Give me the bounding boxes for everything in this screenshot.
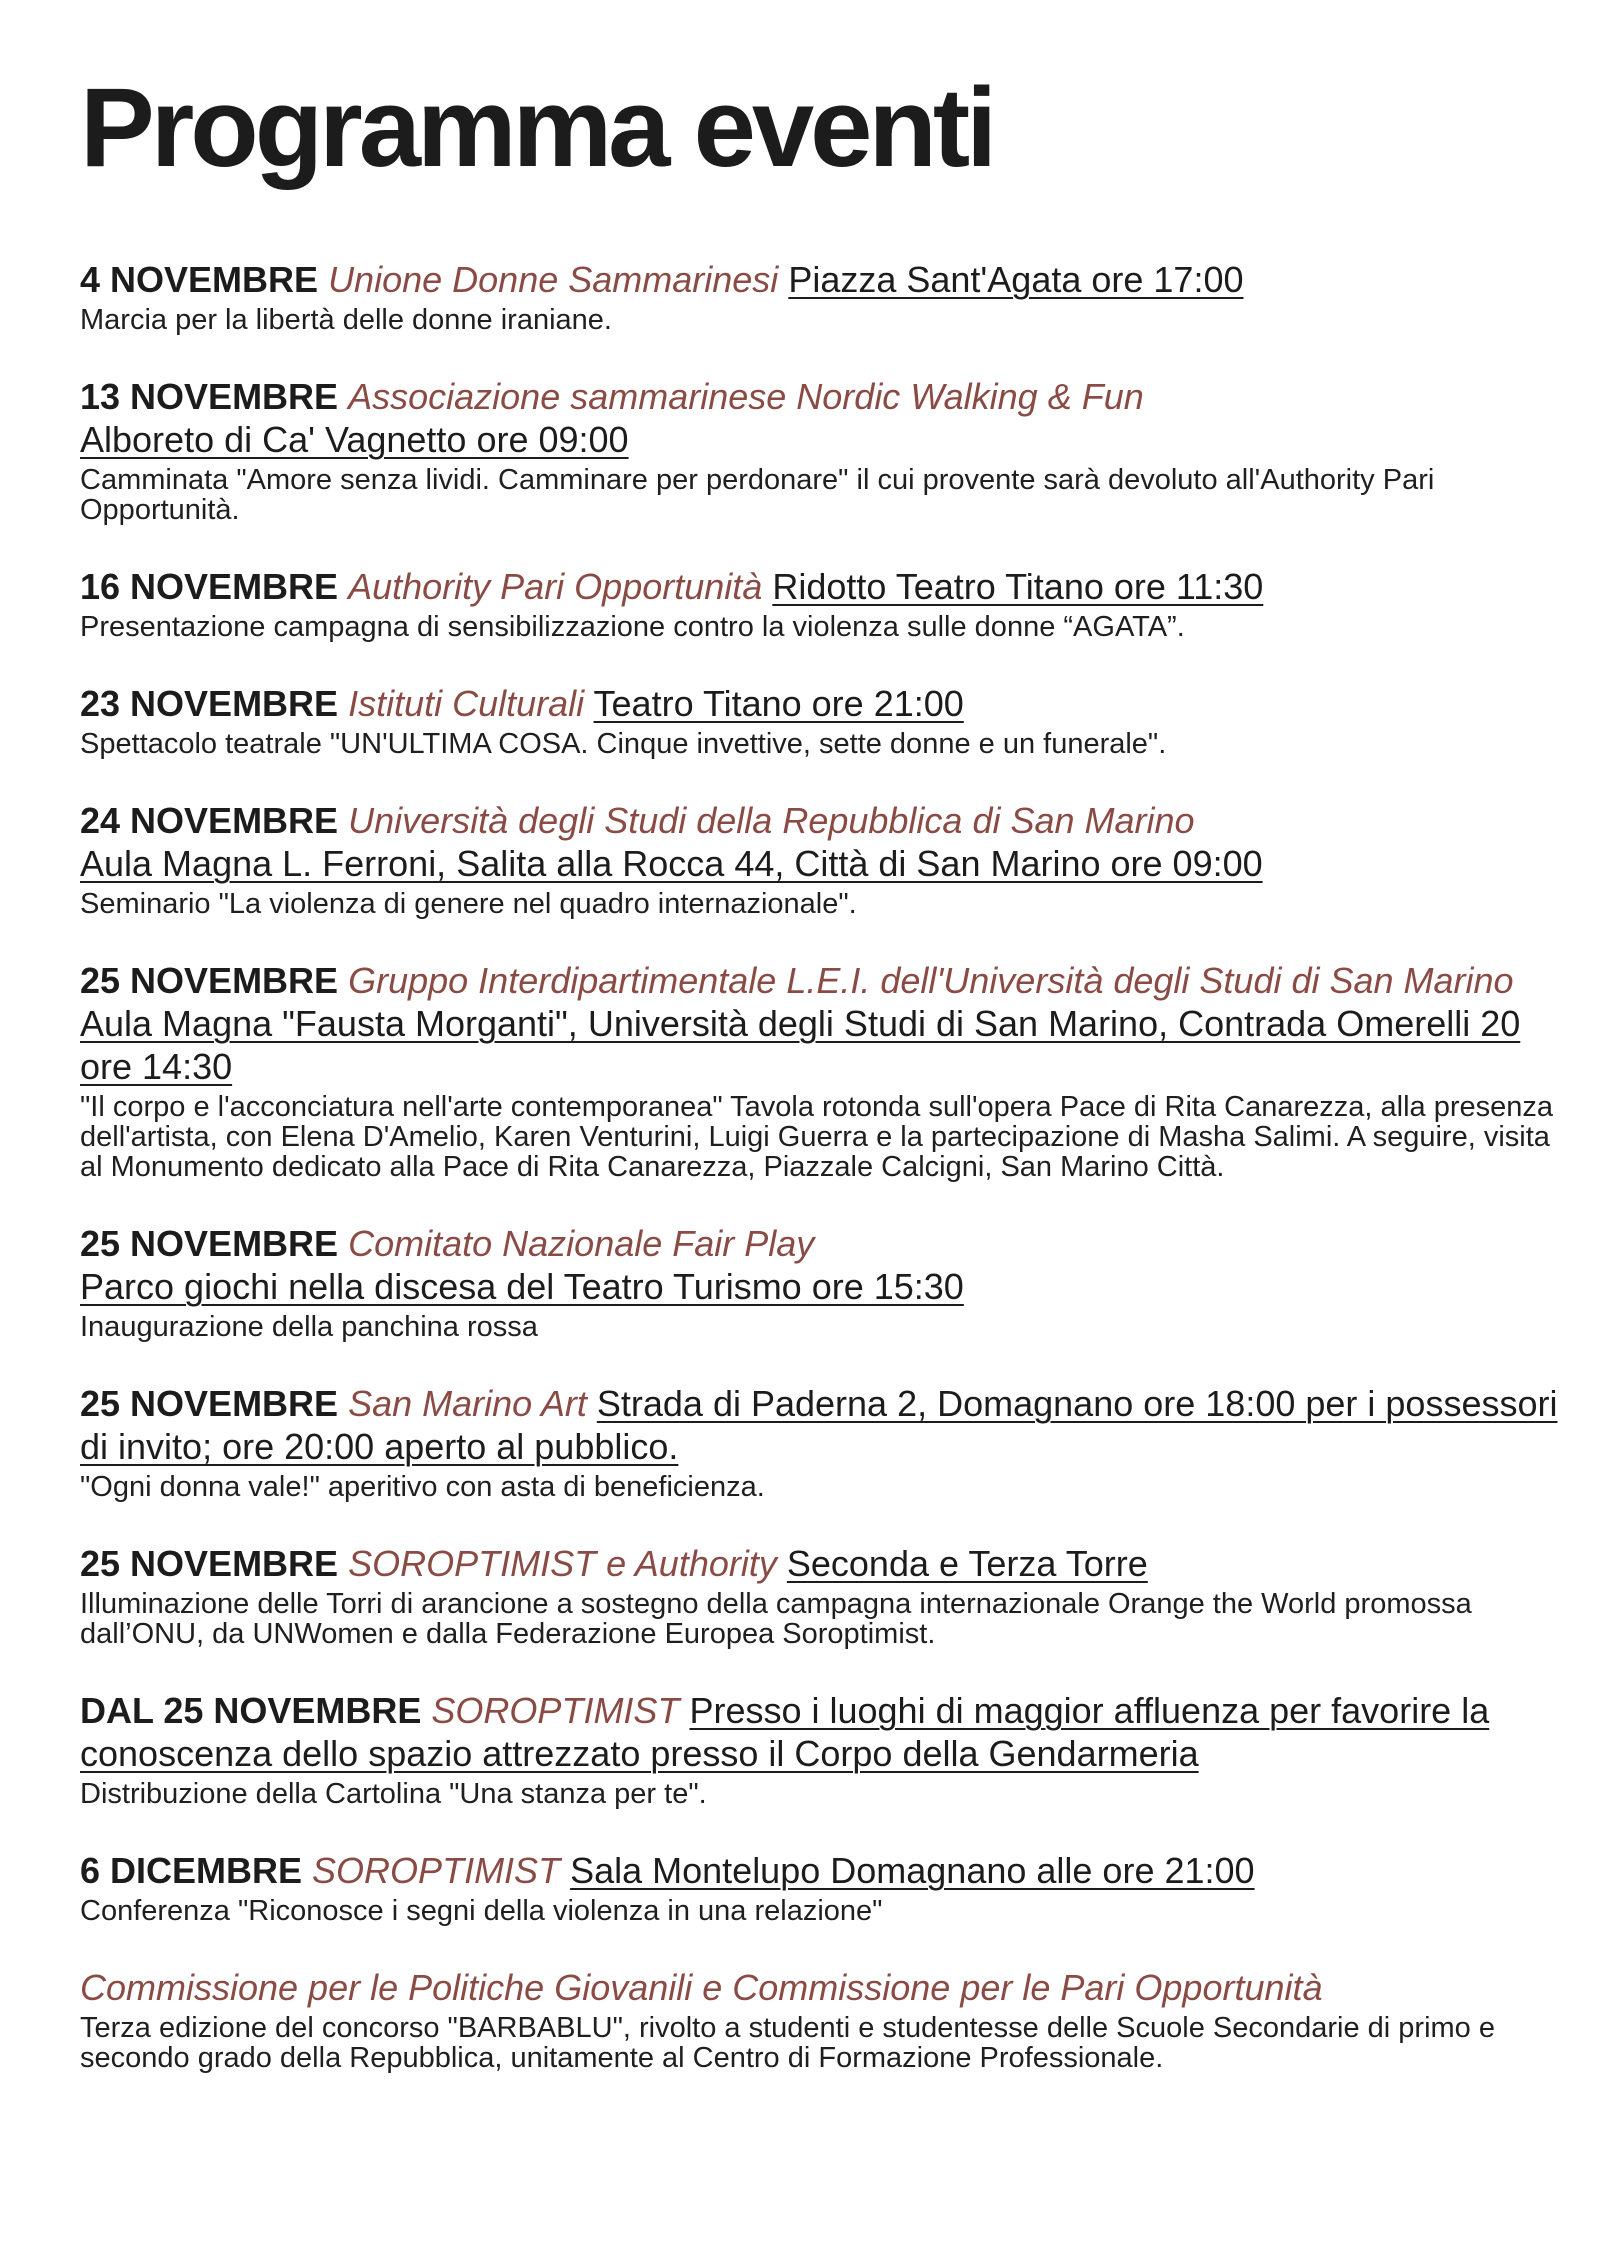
event-location: Strada di Paderna 2, Domagnano ore 18:00 per i possessori di invito; ore 20:00 aperto al pubblico. [80,1383,1558,1467]
event-header [80,1222,1560,1308]
event-item [80,375,1560,525]
event-header [80,682,1560,725]
event-item [80,799,1560,919]
event-description: Illuminazione delle Torri di arancione a sostegno della campagna internazionale Orange the World promossa dall’ONU, da UNWomen e dalla Federazione Europea Soroptimist. [80,1588,1472,1650]
event-organizer: SOROPTIMIST [312,1850,561,1891]
event-date: 16 NOVEMBRE [80,566,339,607]
event-date: DAL 25 NOVEMBRE [80,1690,422,1731]
event-location: Presso i luoghi di maggior affluenza per favorire la conoscenza dello spazio attrezzato presso il Corpo della Gendarmeria [80,1690,1490,1774]
event-description: Conferenza "Riconosce i segni della violenza in una relazione" [80,1895,883,1927]
event-item [80,682,1560,759]
event-organizer: Istituti Culturali [348,683,585,724]
event-header [80,375,1560,461]
event-item [80,1222,1560,1342]
event-date: 23 NOVEMBRE [80,683,339,724]
event-location: Piazza Sant'Agata ore 17:00 [788,259,1244,300]
event-location: Sala Montelupo Domagnano alle ore 21:00 [570,1850,1255,1891]
event-header [80,799,1560,885]
document-page [80,65,1560,2113]
event-location: Seconda e Terza Torre [786,1543,1148,1584]
event-location: Parco giochi nella discesa del Teatro Turismo ore 15:30 [80,1266,964,1307]
closing-organizer: Commissione per le Politiche Giovanili e Commissione per le Pari Opportunità [80,1967,1323,2008]
event-organizer: Comitato Nazionale Fair Play [348,1223,815,1264]
event-description: "Ogni donna vale!" aperitivo con asta di beneficienza. [80,1471,765,1503]
event-header [80,1689,1560,1775]
event-date: 24 NOVEMBRE [80,800,339,841]
event-description: Seminario "La violenza di genere nel quadro internazionale". [80,888,857,920]
event-header [80,1849,1560,1892]
event-item [80,959,1560,1182]
event-date: 25 NOVEMBRE [80,1383,339,1424]
event-organizer: Associazione sammarinese Nordic Walking & Fun [348,376,1144,417]
event-description: Inaugurazione della panchina rossa [80,1311,538,1343]
event-location: Aula Magna "Fausta Morganti", Università degli Studi di San Marino, Contrada Omerelli 20 ore 14:30 [80,1003,1521,1087]
event-organizer: Authority Pari Opportunità [348,566,763,607]
event-description: Distribuzione della Cartolina "Una stanza per te". [80,1778,707,1810]
event-date: 25 NOVEMBRE [80,1223,339,1264]
event-description: Camminata "Amore senza lividi. Camminare per perdonare" il cui provente sarà devoluto all'Authority Pari Opportunità. [80,464,1435,526]
event-location: Teatro Titano ore 21:00 [593,683,964,724]
event-item [80,1849,1560,1926]
event-organizer: SOROPTIMIST [431,1690,680,1731]
event-item [80,1542,1560,1649]
event-item [80,565,1560,642]
event-date: 13 NOVEMBRE [80,376,339,417]
event-date: 6 DICEMBRE [80,1850,303,1891]
event-organizer: Università degli Studi della Repubblica di San Marino [348,800,1195,841]
event-header [80,959,1560,1088]
event-location: Alboreto di Ca' Vagnetto ore 09:00 [80,419,629,460]
event-item [80,1689,1560,1809]
event-header [80,1382,1560,1468]
closing-header [80,1966,1560,2009]
event-description: Marcia per la libertà delle donne iraniane. [80,304,612,336]
event-date: 25 NOVEMBRE [80,960,339,1001]
event-description: Spettacolo teatrale "UN'ULTIMA COSA. Cinque invettive, sette donne e un funerale". [80,728,1167,760]
event-item [80,258,1560,335]
closing-description: Terza edizione del concorso "BARBABLU", rivolto a studenti e studentesse delle Scuole Secondarie di primo e secondo grado della Repubblica, unitamente al Centro di Formazione Professionale. [80,2012,1495,2074]
event-organizer: SOROPTIMIST e Authority [348,1543,777,1584]
event-description: "Il corpo e l'acconciatura nell'arte contemporanea" Tavola rotonda sull'opera Pace di Rita Canarezza, alla presenza dell'artista, con Elena D'Amelio, Karen Venturini, Luigi Guerra e la partecipazione di Masha Salimi. A seguire, visita al Monumento dedicato alla Pace di Rita Canarezza, Piazzale Calcigni, San Marino Città. [80,1091,1554,1183]
event-header [80,565,1560,608]
page-title: Programma eventi [80,65,994,190]
event-description: Presentazione campagna di sensibilizzazione contro la violenza sulle donne “AGATA”. [80,611,1185,643]
event-date: 4 NOVEMBRE [80,259,319,300]
event-header [80,258,1560,301]
event-item [80,1382,1560,1502]
event-organizer: Unione Donne Sammarinesi [328,259,779,300]
closing-item [80,1966,1560,2073]
event-organizer: Gruppo Interdipartimentale L.E.I. dell'Università degli Studi di San Marino [348,960,1514,1001]
event-header [80,1542,1560,1585]
event-location: Aula Magna L. Ferroni, Salita alla Rocca 44, Città di San Marino ore 09:00 [80,843,1263,884]
event-date: 25 NOVEMBRE [80,1543,339,1584]
event-location: Ridotto Teatro Titano ore 11:30 [772,566,1264,607]
event-organizer: San Marino Art [348,1383,587,1424]
